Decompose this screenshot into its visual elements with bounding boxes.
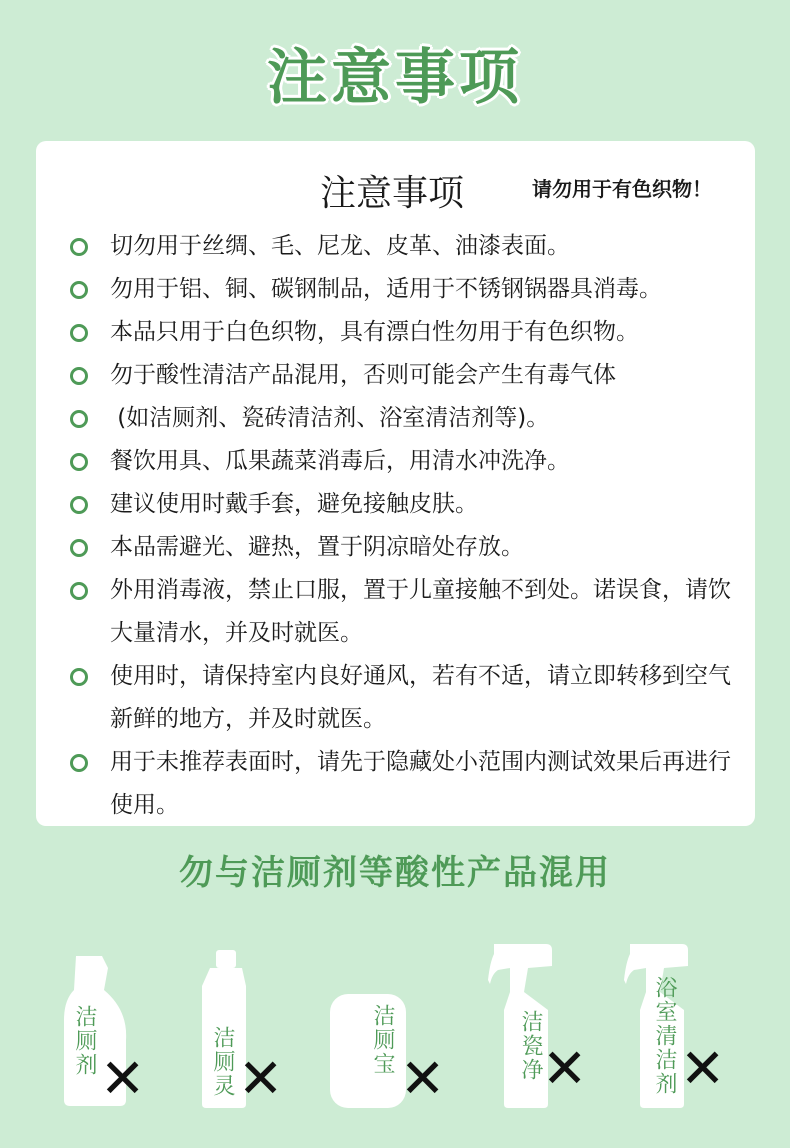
list-item [70, 526, 740, 569]
product-bathroom-cleaner [624, 940, 734, 1110]
list-item-text: 餐饮用具、瓜果蔬菜消毒后，用清水冲洗净。 [110, 448, 570, 474]
product-label: 洁厕灵 [210, 1026, 235, 1098]
prohibited-icon: ✕ [238, 1047, 284, 1110]
product-label: 洁瓷净 [518, 1010, 543, 1082]
list-item-text: 勿用于铝、铜、碳钢制品，适用于不锈钢锅器具消毒。 [110, 276, 662, 302]
bullet-icon [70, 367, 88, 385]
list-item [70, 440, 740, 483]
list-item-text: 本品需避光、避热，置于阴凉暗处存放。 [110, 534, 524, 560]
bullet-icon [70, 238, 88, 256]
bullet-icon [70, 754, 88, 772]
list-item-text: 使用时，请保持室内良好通风，若有不适，请立即转移到空气新鲜的地方，并及时就医。 [110, 663, 731, 732]
prohibited-icon: ✕ [680, 1037, 726, 1100]
mixing-warning: 勿与洁厕剂等酸性产品混用 [179, 853, 611, 893]
prohibited-icon: ✕ [542, 1037, 588, 1100]
list-item-text: (如洁厕剂、瓷砖清洁剂、浴室清洁剂等)。 [110, 405, 550, 431]
bullet-icon [70, 324, 88, 342]
product-label: 洁厕宝 [370, 1004, 395, 1076]
list-item [70, 268, 740, 311]
list-item [70, 741, 740, 827]
bullet-icon [70, 281, 88, 299]
product-toilet-liquid [196, 950, 296, 1110]
list-item-text: 本品只用于白色织物，具有漂白性勿用于有色织物。 [110, 319, 639, 345]
prohibited-icon: ✕ [400, 1047, 446, 1110]
list-item-text: 用于未推荐表面时，请先于隐藏处小范围内测试效果后再进行使用。 [110, 749, 731, 818]
bullet-icon [70, 496, 88, 514]
products-row [0, 930, 790, 1140]
list-item [70, 397, 740, 440]
list-item [70, 354, 740, 397]
bullet-icon [70, 410, 88, 428]
bullet-icon [70, 582, 88, 600]
product-label: 洁厕剂 [72, 1005, 97, 1077]
product-toilet-block [328, 992, 448, 1110]
card-title: 注意事项 [320, 173, 465, 214]
list-item [70, 311, 740, 354]
page-title: 注意事项 [267, 43, 523, 113]
bullet-icon [70, 453, 88, 471]
product-ceramic-cleaner [488, 940, 598, 1110]
notice-list [70, 225, 740, 827]
product-label: 浴室清洁剂 [652, 976, 677, 1096]
list-item-text: 切勿用于丝绸、毛、尼龙、皮革、油漆表面。 [110, 233, 570, 259]
bullet-icon [70, 668, 88, 686]
list-item [70, 655, 740, 741]
card-note: 请勿用于有色织物！ [532, 177, 712, 201]
notice-card [36, 141, 755, 826]
list-item [70, 483, 740, 526]
list-item-text: 外用消毒液，禁止口服，置于儿童接触不到处。诺误食，请饮大量清水，并及时就医。 [110, 577, 731, 646]
prohibited-icon: ✕ [100, 1047, 146, 1110]
product-toilet-cleaner [56, 950, 146, 1110]
bullet-icon [70, 539, 88, 557]
list-item [70, 569, 740, 655]
list-item-text: 勿于酸性清洁产品混用，否则可能会产生有毒气体 [110, 362, 616, 388]
list-item-text: 建议使用时戴手套，避免接触皮肤。 [110, 491, 478, 517]
list-item [70, 225, 740, 268]
